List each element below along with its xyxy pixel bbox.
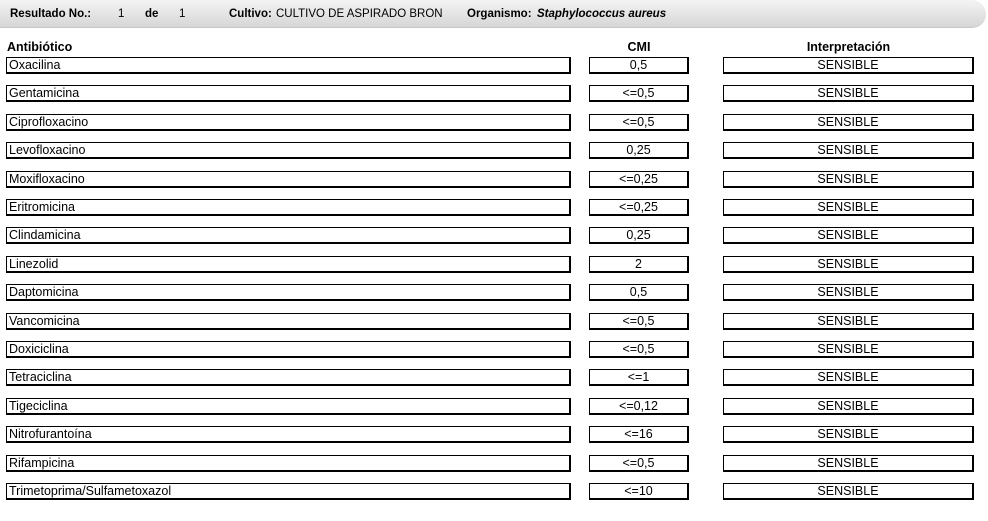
interpretation-cell: SENSIBLE: [723, 284, 974, 301]
cmi-value-cell: 0,5: [589, 57, 689, 74]
interpretation-cell: SENSIBLE: [723, 171, 974, 188]
column-header-antibiotico: Antibiótico: [7, 40, 73, 54]
organismo-label: Organismo:: [467, 8, 532, 20]
cmi-value-cell: <=10: [589, 483, 689, 500]
cmi-value-cell: <=0,5: [589, 341, 689, 358]
antibiotic-name-cell: Nitrofurantoína: [6, 426, 571, 443]
interpretation-cell: SENSIBLE: [723, 227, 974, 244]
cmi-value-cell: <=0,25: [589, 171, 689, 188]
cmi-value-cell: <=0,25: [589, 199, 689, 216]
column-header-cmi: CMI: [627, 40, 651, 54]
cmi-value-cell: <=0,5: [589, 455, 689, 472]
interpretation-cell: SENSIBLE: [723, 426, 974, 443]
interpretation-cell: SENSIBLE: [723, 369, 974, 386]
resultado-label: Resultado No.:: [10, 8, 92, 20]
antibiotic-name-cell: Doxiciclina: [6, 341, 571, 358]
column-header-interpretacion: Interpretación: [806, 40, 891, 54]
de-label: de: [145, 8, 159, 20]
antibiotic-name-cell: Tigeciclina: [6, 398, 571, 415]
cmi-value-cell: <=16: [589, 426, 689, 443]
antibiotic-name-cell: Moxifloxacino: [6, 171, 571, 188]
cultivo-label: Cultivo:: [229, 8, 272, 20]
interpretation-cell: SENSIBLE: [723, 199, 974, 216]
de-total: 1: [179, 8, 186, 20]
cmi-value-cell: <=0,5: [589, 114, 689, 131]
antibiotic-name-cell: Rifampicina: [6, 455, 571, 472]
cmi-value-cell: <=0,5: [589, 85, 689, 102]
cmi-value-cell: <=0,5: [589, 313, 689, 330]
cmi-value-cell: 0,25: [589, 227, 689, 244]
cmi-value-cell: 2: [589, 256, 689, 273]
antibiotic-name-cell: Trimetoprima/Sulfametoxazol: [6, 483, 571, 500]
antibiotic-name-cell: Clindamicina: [6, 227, 571, 244]
cmi-value-cell: 0,5: [589, 284, 689, 301]
antibiotic-name-cell: Vancomicina: [6, 313, 571, 330]
interpretation-cell: SENSIBLE: [723, 341, 974, 358]
interpretation-cell: SENSIBLE: [723, 85, 974, 102]
antibiotic-name-cell: Oxacilina: [6, 57, 571, 74]
interpretation-cell: SENSIBLE: [723, 483, 974, 500]
interpretation-cell: SENSIBLE: [723, 142, 974, 159]
antibiotic-name-cell: Linezolid: [6, 256, 571, 273]
antibiotic-name-cell: Ciprofloxacino: [6, 114, 571, 131]
interpretation-cell: SENSIBLE: [723, 455, 974, 472]
antibiotic-name-cell: Gentamicina: [6, 85, 571, 102]
antibiotic-name-cell: Tetraciclina: [6, 369, 571, 386]
interpretation-cell: SENSIBLE: [723, 114, 974, 131]
cmi-value-cell: 0,25: [589, 142, 689, 159]
antibiotic-name-cell: Levofloxacino: [6, 142, 571, 159]
interpretation-cell: SENSIBLE: [723, 313, 974, 330]
organismo-value: Staphylococcus aureus: [537, 8, 667, 20]
result-header-bar: [0, 0, 986, 28]
cultivo-value: CULTIVO DE ASPIRADO BRON: [276, 8, 443, 20]
interpretation-cell: SENSIBLE: [723, 398, 974, 415]
antibiotic-name-cell: Daptomicina: [6, 284, 571, 301]
resultado-number: 1: [118, 8, 125, 20]
interpretation-cell: SENSIBLE: [723, 256, 974, 273]
cmi-value-cell: <=1: [589, 369, 689, 386]
interpretation-cell: SENSIBLE: [723, 57, 974, 74]
antibiotic-name-cell: Eritromicina: [6, 199, 571, 216]
cmi-value-cell: <=0,12: [589, 398, 689, 415]
